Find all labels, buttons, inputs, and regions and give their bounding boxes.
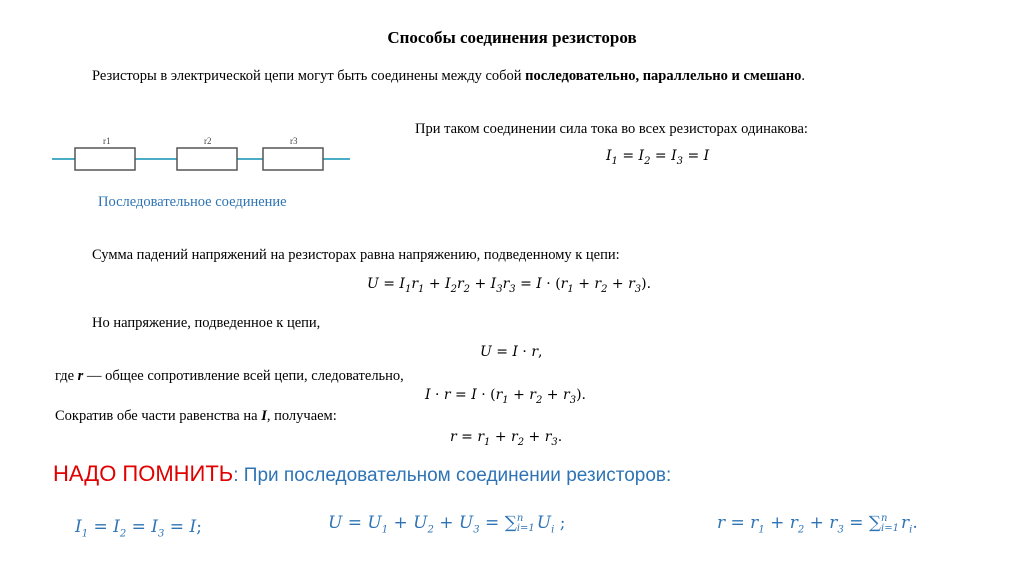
intro-paragraph	[92, 68, 805, 85]
where-text	[55, 368, 404, 385]
page-title: Способы соединения резисторов	[387, 28, 637, 47]
current-equality-formula: $I_1 = I_2 = I_3 = I$	[606, 148, 710, 167]
reduce-pre: Сократив обе части равенства на	[55, 408, 262, 424]
reduce-text	[55, 408, 337, 425]
but-text: Но напряжение, подведенное к цепи,	[92, 315, 321, 331]
resistor-2-label: r2	[204, 136, 212, 146]
reduce-var: I	[261, 408, 267, 424]
total-resistance-formula: $r = r_1 + r_2 + r_3$.	[450, 429, 563, 448]
intro-end: .	[801, 68, 805, 84]
intro-bold: последовательно, параллельно и смешано	[525, 68, 802, 84]
voltage-formula: U = I · r,	[480, 344, 543, 360]
remember-colon: :	[233, 465, 239, 486]
summary-current-formula: $I_1 = I_2 = I_3 = I$;	[75, 517, 202, 540]
resistor-3-label: r3	[290, 136, 298, 146]
resistor-1-label: r1	[103, 136, 111, 146]
resistor-1	[75, 148, 135, 170]
where-var: r	[77, 368, 84, 384]
resistor-3	[263, 148, 323, 170]
reduce-post: , получаем:	[266, 408, 337, 424]
current-text: При таком соединении сила тока во всех резисторах одинакова:	[415, 121, 808, 137]
remember-line	[53, 461, 671, 487]
sum-text: Сумма падений напряжений на резисторах равна напряжению, подведенному к цепи:	[92, 247, 620, 263]
where-post: — общее сопротивление всей цепи, следовательно,	[83, 368, 404, 384]
remember-text: При последовательном соединении резисторов:	[238, 465, 672, 486]
summary-resistance-formula: $r = r_1 + r_2 + r_3$ = ∑ n i=1 $r_i$.	[717, 512, 918, 536]
resistance-relation-formula: $I \cdot r = I \cdot (r_1 + r_2 + r_3)$.	[425, 387, 586, 406]
voltage-sum-formula: $U = I_1r_1 + I_2r_2 + I_3r_3 = I \cdot (r_1 + r_2 + r_3)$.	[367, 276, 652, 295]
summary-voltage-formula: $U = U_1 + U_2 + U_3$ = ∑ n i=1 $U_i$ ;	[328, 512, 566, 536]
remember-label: НАДО ПОМНИТЬ	[53, 461, 234, 486]
diagram-caption: Последовательное соединение	[98, 194, 287, 210]
resistor-2	[177, 148, 237, 170]
where-pre: где	[55, 368, 78, 384]
intro-text: Резисторы в электрической цепи могут быть соединены между собой	[92, 68, 526, 84]
